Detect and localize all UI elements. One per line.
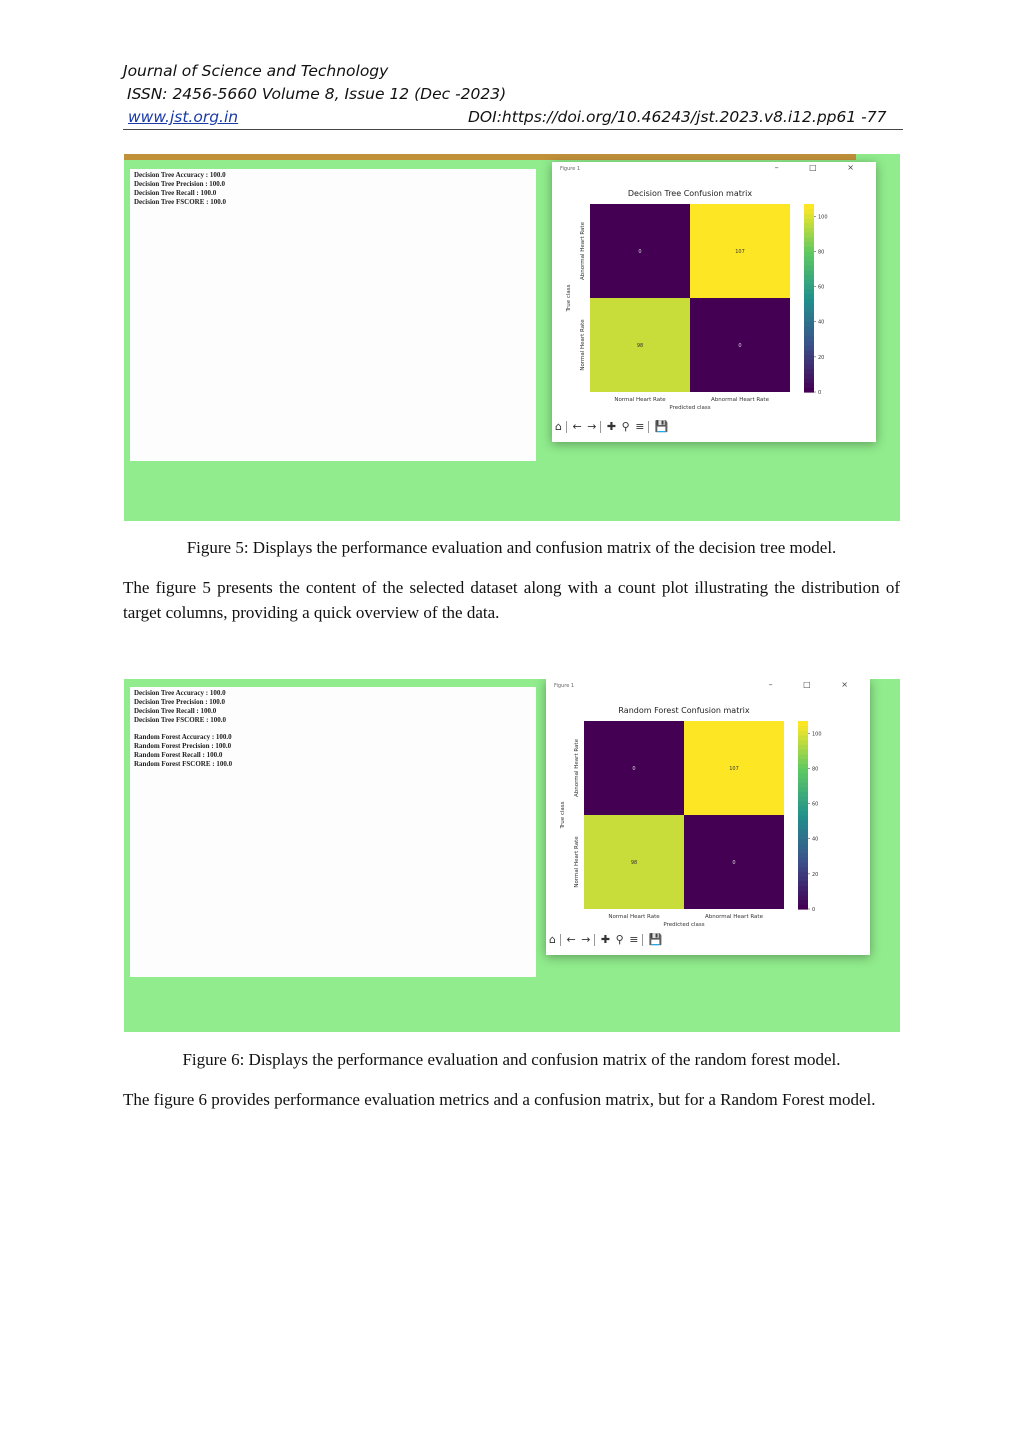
colorbar-segment bbox=[804, 270, 814, 275]
back-icon[interactable]: ← bbox=[566, 933, 576, 946]
colorbar-segment bbox=[804, 312, 814, 317]
configure-icon[interactable]: ≡ bbox=[629, 933, 639, 946]
issn-line: ISSN: 2456-5660 Volume 8, Issue 12 (Dec -2023) bbox=[127, 85, 507, 103]
colorbar-tick-label: 0 bbox=[818, 390, 822, 396]
colorbar-segment bbox=[798, 843, 808, 848]
colorbar-segment bbox=[798, 829, 808, 834]
header-rule bbox=[123, 129, 903, 130]
colorbar-segment bbox=[804, 246, 814, 251]
colorbar-segment bbox=[804, 350, 814, 355]
metric-line: Decision Tree FSCORE : 100.0 bbox=[134, 198, 226, 206]
colorbar-segment bbox=[798, 834, 808, 839]
metric-line: Decision Tree FSCORE : 100.0 bbox=[134, 716, 226, 724]
colorbar-segment bbox=[804, 303, 814, 308]
chart-title: Random Forest Confusion matrix bbox=[618, 706, 750, 715]
colorbar-segment bbox=[804, 369, 814, 374]
colorbar-segment bbox=[798, 876, 808, 881]
colorbar-segment bbox=[798, 848, 808, 853]
colorbar-segment bbox=[804, 242, 814, 247]
window-titlebar bbox=[552, 162, 876, 176]
colorbar-tick-label: 20 bbox=[818, 354, 825, 361]
save-icon[interactable]: 💾 bbox=[654, 420, 669, 433]
colorbar-segment bbox=[798, 796, 808, 801]
metrics-text-panel bbox=[130, 169, 536, 461]
colorbar-tick-label: 100 bbox=[818, 214, 828, 221]
colorbar-segment bbox=[804, 237, 814, 242]
colorbar-segment bbox=[804, 373, 814, 378]
colorbar-segment bbox=[804, 364, 814, 369]
plot-toolbar bbox=[555, 420, 671, 436]
metrics-text-panel bbox=[130, 687, 536, 977]
colorbar-segment bbox=[804, 322, 814, 327]
y-axis-label: True class bbox=[566, 284, 572, 312]
colorbar-tick-label: 60 bbox=[818, 284, 825, 291]
y-axis-label: True class bbox=[560, 801, 566, 829]
metric-line: Decision Tree Recall : 100.0 bbox=[134, 189, 217, 197]
x-tick-label: Normal Heart Rate bbox=[614, 397, 666, 403]
colorbar-tick-label: 20 bbox=[812, 871, 819, 878]
doi-text: DOI:https://doi.org/10.46243/jst.2023.v8.i12.pp61 -77 bbox=[468, 108, 887, 126]
colorbar-segment bbox=[798, 904, 808, 909]
colorbar-segment bbox=[798, 777, 808, 782]
colorbar-segment bbox=[798, 801, 808, 806]
colorbar-segment bbox=[798, 730, 808, 735]
colorbar-segment bbox=[804, 260, 814, 265]
colorbar-segment bbox=[804, 228, 814, 233]
figure-6-paragraph: The figure 6 provides performance evaluation metrics and a confusion matrix, but for a Random Forest model. bbox=[123, 1090, 876, 1109]
colorbar-segment bbox=[798, 773, 808, 778]
metric-line: Random Forest Recall : 100.0 bbox=[134, 751, 223, 759]
metric-line: Decision Tree Precision : 100.0 bbox=[134, 698, 226, 706]
window-titlebar bbox=[546, 679, 870, 693]
y-tick-label: Abnormal Heart Rate bbox=[580, 222, 586, 280]
matplotlib-window bbox=[546, 679, 870, 955]
y-tick-label: Normal Heart Rate bbox=[580, 319, 586, 371]
colorbar-segment bbox=[804, 251, 814, 256]
colorbar-segment bbox=[804, 378, 814, 383]
figure-5-screenshot bbox=[124, 154, 900, 521]
colorbar-tick-label: 100 bbox=[812, 731, 822, 738]
metric-line: Decision Tree Recall : 100.0 bbox=[134, 707, 217, 715]
figure-6-caption: Figure 6: Displays the performance evaluation and confusion matrix of the random forest model. bbox=[182, 1050, 841, 1069]
colorbar-segment bbox=[798, 768, 808, 773]
colorbar-tick-label: 80 bbox=[818, 249, 825, 256]
colorbar-segment bbox=[804, 326, 814, 331]
figure-5-caption: Figure 5: Displays the performance evaluation and confusion matrix of the decision tree model. bbox=[186, 538, 837, 557]
window-title: Figure 1 bbox=[560, 166, 581, 172]
save-icon[interactable]: 💾 bbox=[648, 933, 663, 946]
colorbar-segment bbox=[804, 232, 814, 237]
back-icon[interactable]: ← bbox=[572, 420, 582, 433]
colorbar-segment bbox=[798, 871, 808, 876]
configure-icon[interactable]: ≡ bbox=[635, 420, 645, 433]
window-controls[interactable]: – □ × bbox=[774, 163, 868, 172]
window-top-stripe bbox=[124, 154, 856, 160]
colorbar-segment bbox=[798, 824, 808, 829]
pan-icon[interactable]: ✚ bbox=[600, 933, 611, 946]
metric-line: Random Forest FSCORE : 100.0 bbox=[134, 760, 233, 768]
cell-value-label: 0 bbox=[738, 343, 742, 349]
colorbar-segment bbox=[804, 383, 814, 388]
x-tick-label: Normal Heart Rate bbox=[608, 914, 660, 920]
colorbar-segment bbox=[804, 289, 814, 294]
cell-value-label: 0 bbox=[638, 249, 642, 255]
colorbar-segment bbox=[804, 340, 814, 345]
forward-icon[interactable]: → bbox=[581, 933, 591, 946]
colorbar-segment bbox=[804, 275, 814, 280]
colorbar-segment bbox=[798, 735, 808, 740]
window-controls[interactable]: – □ × bbox=[768, 680, 862, 689]
colorbar-segment bbox=[798, 895, 808, 900]
colorbar-segment bbox=[798, 857, 808, 862]
page-header bbox=[123, 60, 903, 129]
confusion-matrix-chart bbox=[546, 693, 870, 929]
colorbar-tick-label: 40 bbox=[818, 319, 825, 326]
x-tick-label: Abnormal Heart Rate bbox=[705, 914, 763, 920]
colorbar-segment bbox=[798, 726, 808, 731]
colorbar-segment bbox=[798, 810, 808, 815]
figure-6-screenshot bbox=[124, 679, 900, 1032]
y-tick-label: Abnormal Heart Rate bbox=[574, 739, 580, 797]
colorbar-segment bbox=[804, 298, 814, 303]
colorbar-segment bbox=[798, 881, 808, 886]
cell-value-label: 0 bbox=[732, 860, 736, 866]
colorbar-segment bbox=[798, 890, 808, 895]
x-axis-label: Predicted class bbox=[663, 922, 705, 928]
plot-toolbar bbox=[549, 933, 665, 949]
colorbar-segment bbox=[804, 336, 814, 341]
colorbar-segment bbox=[798, 806, 808, 811]
colorbar-segment bbox=[804, 354, 814, 359]
colorbar-segment bbox=[798, 754, 808, 759]
colorbar-segment bbox=[804, 209, 814, 214]
colorbar-segment bbox=[804, 387, 814, 392]
metric-line: Decision Tree Accuracy : 100.0 bbox=[134, 689, 226, 697]
colorbar-segment bbox=[798, 815, 808, 820]
colorbar-segment bbox=[798, 792, 808, 797]
metric-line: Decision Tree Accuracy : 100.0 bbox=[134, 171, 226, 179]
forward-icon[interactable]: → bbox=[587, 420, 597, 433]
pan-icon[interactable]: ✚ bbox=[606, 420, 617, 433]
colorbar-segment bbox=[804, 359, 814, 364]
zoom-icon[interactable]: ⚲ bbox=[621, 420, 630, 433]
metric-line: Random Forest Precision : 100.0 bbox=[134, 742, 232, 750]
colorbar-segment bbox=[804, 331, 814, 336]
colorbar-segment bbox=[798, 763, 808, 768]
cell-value-label: 98 bbox=[630, 860, 638, 866]
journal-title: Journal of Science and Technology bbox=[123, 62, 389, 80]
metric-line: Decision Tree Precision : 100.0 bbox=[134, 180, 226, 188]
colorbar-segment bbox=[798, 749, 808, 754]
colorbar-segment bbox=[804, 284, 814, 289]
metric-line: Random Forest Accuracy : 100.0 bbox=[134, 733, 232, 741]
colorbar-segment bbox=[804, 213, 814, 218]
home-icon[interactable]: ⌂ bbox=[555, 420, 562, 433]
colorbar-segment bbox=[798, 886, 808, 891]
matplotlib-window bbox=[552, 162, 876, 442]
colorbar-tick-label: 60 bbox=[812, 801, 819, 808]
colorbar-segment bbox=[798, 820, 808, 825]
colorbar-segment bbox=[798, 745, 808, 750]
zoom-icon[interactable]: ⚲ bbox=[615, 933, 624, 946]
x-axis-label: Predicted class bbox=[669, 405, 711, 411]
colorbar-segment bbox=[804, 293, 814, 298]
cell-value-label: 107 bbox=[735, 249, 745, 255]
colorbar-segment bbox=[798, 782, 808, 787]
y-tick-label: Normal Heart Rate bbox=[574, 836, 580, 888]
colorbar-segment bbox=[804, 279, 814, 284]
colorbar-segment bbox=[798, 759, 808, 764]
colorbar-tick-label: 80 bbox=[812, 766, 819, 773]
colorbar-segment bbox=[804, 204, 814, 209]
colorbar-segment bbox=[798, 900, 808, 905]
cell-value-label: 107 bbox=[729, 766, 739, 772]
colorbar-tick-label: 0 bbox=[812, 907, 816, 913]
colorbar-segment bbox=[804, 345, 814, 350]
colorbar-segment bbox=[798, 862, 808, 867]
colorbar-segment bbox=[804, 317, 814, 322]
colorbar-segment bbox=[804, 256, 814, 261]
window-title: Figure 1 bbox=[554, 683, 575, 689]
home-icon[interactable]: ⌂ bbox=[549, 933, 556, 946]
colorbar-segment bbox=[798, 867, 808, 872]
colorbar-segment bbox=[804, 218, 814, 223]
journal-url-link[interactable]: www.jst.org.in bbox=[128, 108, 239, 126]
colorbar-segment bbox=[804, 265, 814, 270]
colorbar-segment bbox=[798, 787, 808, 792]
x-tick-label: Abnormal Heart Rate bbox=[711, 397, 769, 403]
figure-5-paragraph: The figure 5 presents the content of the selected dataset along with a count plot illustrating the distribution of target columns, providing a quick overview of the data. bbox=[123, 578, 900, 622]
colorbar-segment bbox=[804, 307, 814, 312]
colorbar-segment bbox=[798, 839, 808, 844]
confusion-matrix-chart bbox=[552, 176, 876, 412]
colorbar-segment bbox=[798, 853, 808, 858]
colorbar-tick-label: 40 bbox=[812, 836, 819, 843]
cell-value-label: 98 bbox=[636, 343, 644, 349]
colorbar-segment bbox=[804, 223, 814, 228]
colorbar-segment bbox=[798, 721, 808, 726]
colorbar-segment bbox=[798, 740, 808, 745]
chart-title: Decision Tree Confusion matrix bbox=[627, 189, 753, 198]
cell-value-label: 0 bbox=[632, 766, 636, 772]
